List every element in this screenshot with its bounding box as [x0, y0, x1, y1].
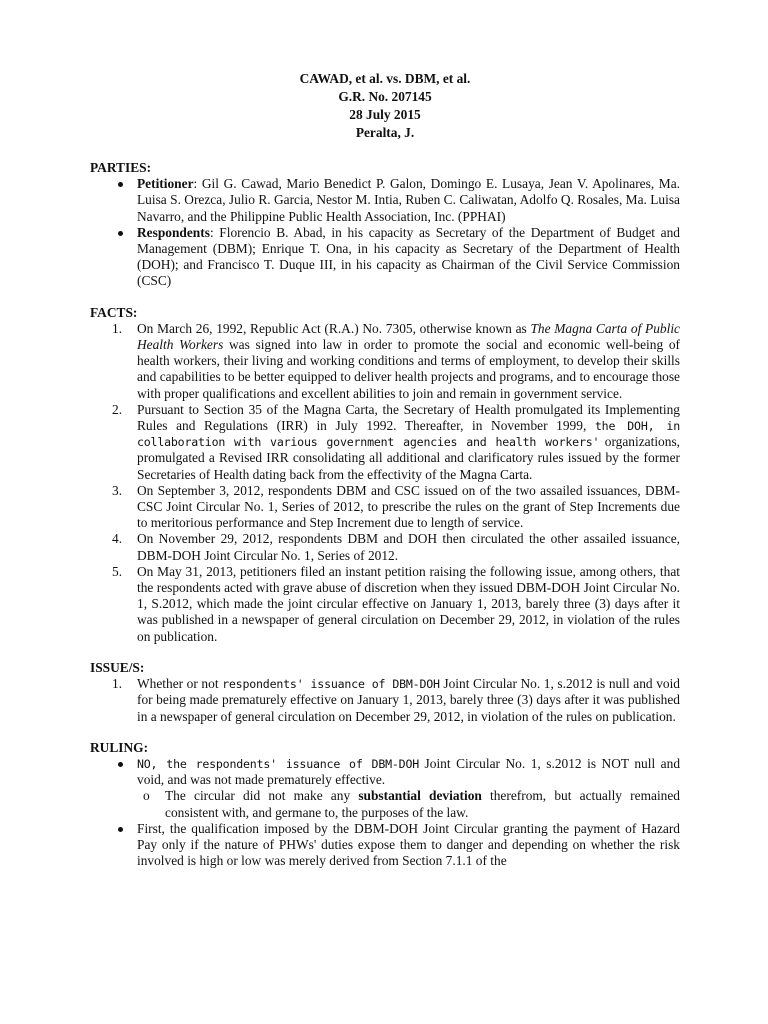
fact-number: 3.	[112, 482, 123, 498]
bullet-icon	[118, 827, 123, 832]
issues-heading: ISSUE/S:	[90, 659, 145, 675]
parties-list	[90, 176, 680, 289]
fact-text: On September 3, 2012, respondents DBM and CSC issued on of the two assailed issuances, DBM-CSC Joint Circular No. 1, Series of 2012, to prescribe the rules on the grant of Step Increments due to meritorious performance and Step Increment due to length of service.	[137, 482, 680, 531]
bullet-icon	[118, 182, 123, 187]
facts-section	[90, 305, 680, 645]
ruling-section	[90, 740, 680, 870]
fact-law-title: The Magna Carta of Public Health Workers	[137, 320, 680, 353]
facts-heading: FACTS:	[90, 304, 138, 320]
case-ponente: Peralta, J.	[355, 125, 415, 140]
fact-number: 1.	[112, 320, 123, 336]
document-body	[90, 70, 680, 884]
fact-text: organizations, promulgated a Revised IRR consolidating all additional and clarificatory rules issued by the former Secretaries of Health dating back from the effectivity of the Magna Carta.	[137, 434, 681, 482]
fact-item	[90, 483, 680, 532]
fact-text: On November 29, 2012, respondents DBM and DOH then circulated the other assailed issuance, DBM-DOH Joint Circular No. 1, Series of 2012.	[137, 531, 680, 563]
parties-section	[90, 160, 680, 290]
facts-list	[90, 321, 680, 645]
ruling-heading: RULING:	[90, 739, 149, 755]
fact-text: Pursuant to Section 35 of the Magna Carta, the Secretary of Health promulgated its Implementing Rules and Regulations (IRR) in July 1992. Thereafter, in November 1999,	[137, 401, 680, 434]
ruling-sub-text: The circular did not make any	[165, 788, 359, 804]
fact-item	[90, 321, 680, 402]
ruling-sub-bold: substantial deviation	[358, 788, 482, 804]
ruling-text: Joint Circular No. 1, s.2012 is NOT null and void, and was not made prematurely effective.	[137, 755, 681, 788]
issue-number: 1.	[112, 676, 123, 692]
ruling-sub-text: therefrom, but actually remained consistent with, and germane to, the purposes of the law.	[165, 788, 681, 820]
case-date: 28 July 2015	[349, 107, 421, 122]
ruling-list	[90, 756, 680, 869]
issue-text-mono: respondents' issuance of DBM-DOH	[222, 677, 440, 692]
bullet-icon	[118, 762, 123, 767]
issues-section	[90, 660, 680, 725]
ruling-text-mono: NO, the respondents' issuance of DBM-DOH	[137, 756, 420, 771]
parties-heading: PARTIES:	[90, 160, 152, 175]
sub-bullet-marker: o	[143, 788, 150, 804]
fact-text: On May 31, 2013, petitioners filed an instant petition raising the following issue, among others, that the respondents acted with grave abuse of discretion when they issued DBM-DOH Joint Circular No. 1, S.2012, which made the joint circular effective on January 1, 2013, barely three (3) days after it was published in a newspaper of general circulation on December 29, 2012, in violation of the rules on publication.	[137, 563, 680, 644]
bullet-icon	[118, 231, 123, 236]
fact-number: 2.	[112, 401, 123, 417]
list-item-petitioner	[90, 176, 680, 225]
issue-text: Whether or not	[137, 676, 223, 692]
fact-number: 4.	[112, 531, 123, 547]
ruling-subitem	[137, 788, 680, 820]
ruling-item	[90, 756, 680, 821]
issues-list	[90, 676, 680, 725]
fact-item	[90, 564, 680, 645]
fact-number: 5.	[112, 563, 123, 579]
issue-item	[90, 676, 680, 725]
petitioner-text: : Gil G. Cawad, Mario Benedict P. Galon, Domingo E. Lusaya, Jean V. Apolinares, Ma. Luisa S. Orezca, Julio R. Garcia, Nestor M. Intia, Ruben C. Caliwatan, Adolfo Q. Rosales, Ma. Luisa Navarro, and the Philippine Public Health Association, Inc. (PPHAI)	[137, 176, 680, 224]
respondents-text: : Florencio B. Abad, in his capacity as Secretary of the Department of Budget and Management (DBM); Enrique T. Ona, in his capacity as Secretary of the Department of Health (DOH); and Francisco T. Duque III, in his capacity as Chairman of the Civil Service Commission (CSC)	[137, 224, 680, 289]
fact-item	[90, 531, 680, 563]
fact-text: On March 26, 1992, Republic Act (R.A.) No. 7305, otherwise known as	[137, 320, 531, 336]
case-gr-number: G.R. No. 207145	[338, 89, 432, 104]
ruling-item	[90, 821, 680, 870]
case-header	[90, 70, 680, 142]
respondents-label: Respondents	[137, 224, 210, 240]
ruling-text: First, the qualification imposed by the DBM-DOH Joint Circular granting the payment of Hazard Pay only if the nature of PHWs' duties expose them to danger and depending on whether the risk involved is high or low was merely derived from Section 7.1.1 of the	[137, 820, 680, 869]
case-title: CAWAD, et al. vs. DBM, et al.	[299, 71, 471, 86]
fact-item	[90, 402, 680, 483]
petitioner-label: Petitioner	[137, 176, 194, 192]
fact-text: was signed into law in order to promote the social and economic well-being of health workers, their living and working conditions and terms of employment, to develop their skills and capabilities to be better equipped to deliver health projects and programs, and to encourage those with proper qualifications and excellent abilities to join and remain in government service.	[137, 337, 680, 401]
list-item-respondents	[90, 225, 680, 290]
fact-text-mono: the DOH, in collaboration with various government agencies and health workers'	[137, 419, 680, 450]
issue-text: Joint Circular No. 1, s.2012 is null and void for being made prematurely effective on January 1, 2013, barely three (3) days after it was published in a newspaper of general circulation on December 29, 2012, in violation of the rules on publication.	[137, 676, 681, 724]
